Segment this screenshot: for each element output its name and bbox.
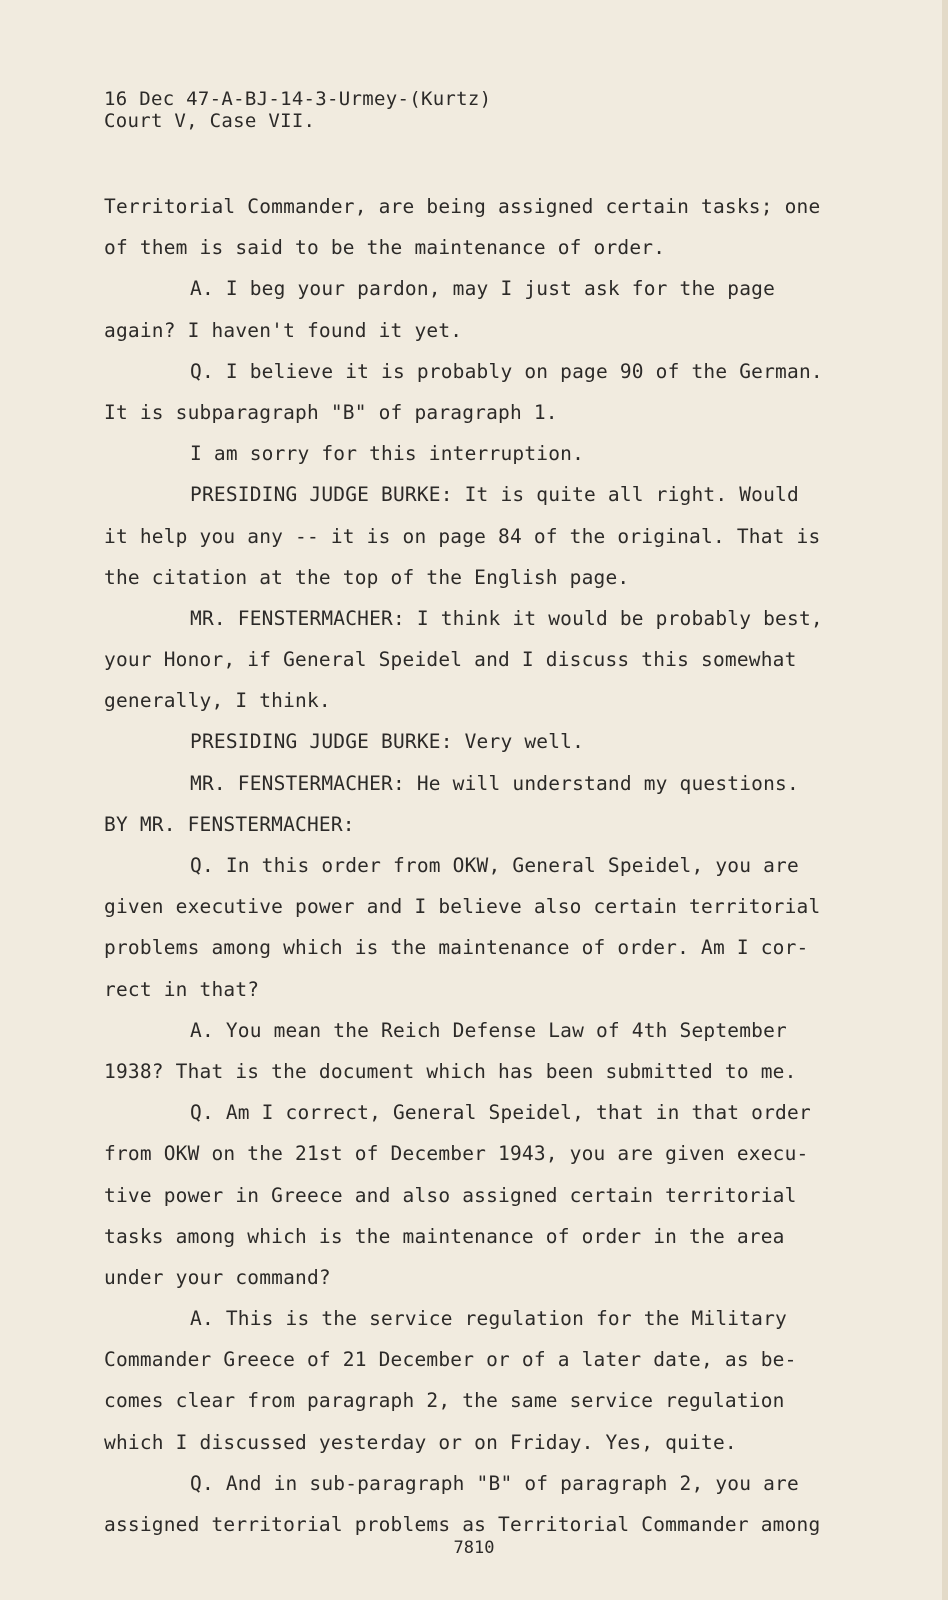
transcript-line: MR. FENSTERMACHER: He will understand my questions. [190,771,799,795]
transcript-line: which I discussed yesterday or on Friday. Yes, quite. [104,1430,737,1454]
transcript-line: A. I beg your pardon, may I just ask for the page [190,277,776,301]
header-reference: 16 Dec 47-A-BJ-14-3-Urmey-(Kurtz) [104,88,492,110]
transcript-line: A. You mean the Reich Defense Law of 4th September [190,1018,787,1042]
transcript-line: BY MR. FENSTERMACHER: [104,812,355,836]
transcript-line: PRESIDING JUDGE BURKE: Very well. [190,730,585,754]
transcript-line: again? I haven't found it yet. [104,318,463,342]
transcript-line: under your command? [104,1265,331,1289]
transcript-line: Q. Am I correct, General Speidel, that in that order [190,1101,811,1125]
transcript-line: of them is said to be the maintenance of order. [104,236,666,260]
transcript-line: generally, I think. [104,689,331,713]
transcript-line: Commander Greece of 21 December or of a later date, as be- [104,1348,797,1372]
transcript-line: it help you any -- it is on page 84 of the original. That is [104,524,821,548]
transcript-line: from OKW on the 21st of December 1943, you are given execu- [104,1142,809,1166]
transcript-line: Q. And in sub-paragraph "B" of paragraph 2, you are [190,1471,799,1495]
page-edge [942,0,948,1600]
transcript-line: Q. I believe it is probably on page 90 of the German. [190,359,823,383]
transcript-line: assigned territorial problems as Territorial Commander among [104,1513,821,1536]
transcript-line: given executive power and I believe also certain territorial [104,895,821,919]
transcript-line: rect in that? [104,977,260,1001]
header-court-case: Court V, Case VII. [104,110,316,132]
transcript-line: your Honor, if General Speidel and I discuss this somewhat [104,648,797,672]
transcript-line: It is subparagraph "B" of paragraph 1. [104,400,558,424]
transcript-line: I am sorry for this interruption. [190,442,585,466]
transcript-body [104,186,864,1545]
transcript-line: the citation at the top of the English page. [104,565,630,589]
transcript-line: 1938? That is the document which has been submitted to me. [104,1059,797,1083]
transcript-line: tive power in Greece and also assigned certain territorial [104,1183,797,1207]
transcript-line: comes clear from paragraph 2, the same service regulation [104,1389,785,1413]
transcript-line: tasks among which is the maintenance of order in the area [104,1224,785,1248]
transcript-line: PRESIDING JUDGE BURKE: It is quite all right. Would [190,483,799,507]
transcript-line: Territorial Commander, are being assigned certain tasks; one [104,195,821,218]
transcript-line: MR. FENSTERMACHER: I think it would be probably best, [190,606,823,630]
transcript-line: problems among which is the maintenance of order. Am I cor- [104,936,809,960]
transcript-line: Q. In this order from OKW, General Speidel, you are [190,854,799,877]
document-header [104,88,491,132]
transcript-line: A. This is the service regulation for the Military [190,1307,787,1331]
page-number: 7810 [453,1538,495,1558]
